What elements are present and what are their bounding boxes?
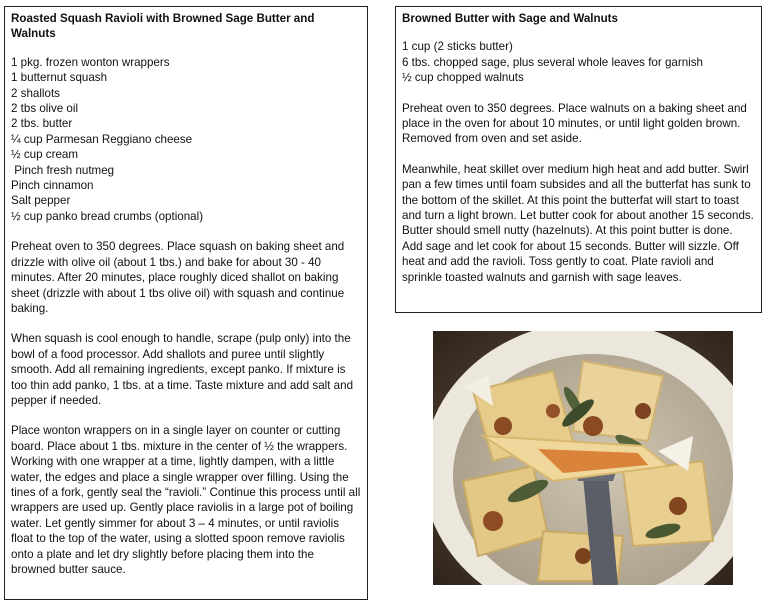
ingredient-item: 1 cup (2 sticks butter) [402,40,513,54]
ingredient-list [402,39,755,85]
ingredient-item: 6 tbs. chopped sage, plus several whole leaves for garnish [402,55,703,69]
walnut-piece [575,548,591,564]
dish-illustration [433,331,733,585]
ingredient-item: Salt pepper [11,194,71,208]
instruction-paragraph: When squash is cool enough to handle, scrape (pulp only) into the bowl of a food processor. Add shallots and puree until slightly smooth. Add all remaining ingredients, except panko. If mixture is too thin add panko, 1 tbs. at a time. Taste mixture and add salt and pepper if needed. [11,332,354,407]
walnut-piece [669,497,687,515]
walnut-piece [546,404,560,418]
instruction-paragraph: Preheat oven to 350 degrees. Place walnuts on a baking sheet and place in the oven for about 10 minutes, or until light golden brown. Removed from oven and set aside. [402,101,747,146]
ingredient-item: 1 butternut squash [11,71,108,85]
recipe-title: Browned Butter with Sage and Walnuts [402,12,618,25]
ingredient-item: 2 tbs. butter [11,117,73,131]
instruction-paragraph: Meanwhile, heat skillet over medium high heat and add butter. Swirl pan a few times until foam subsides and all the butterfat has sunk to the bottom of the skillet. At this point the butterfat will start to toast and turn a light brown. Let butter cook for about another 15 seconds. Butter should smell nutty (hazelnuts). At this point butter is done. Add sage and let cook for about 15 seconds. Butter will sizzle. Off heat and add the ravioli. Toss gently to coat. Plate ravioli and sprinkle toasted walnuts and garnish with sage leaves. [402,162,754,284]
ingredient-list [11,55,361,224]
ingredient-item: 2 shallots [11,86,60,100]
ingredient-item: 2 tbs olive oil [11,102,79,116]
walnut-piece [494,417,512,435]
instruction-paragraph: Place wonton wrappers on in a single layer on counter or cutting board. Place about 1 tbs. mixture in the center of ½ the wrappers. Working with one wrapper at a time, lightly dampen, with a little water, the edges and place a single wrapper over filling. Using the tines of a fork, gently seal the “ravioli.” Continue this process until all wrappers are used up. Gently place raviolis in a large pot of boiling water. Let gently simmer for about 3 – 4 minutes, or until raviolis float to the top of the water, using a slotted spoon remove raviolis onto a plate and let dry slightly before placing them into the browned butter sauce. [11,424,361,576]
ingredient-item: 1 pkg. frozen wonton wrappers [11,55,170,69]
ingredient-item: Pinch cinnamon [11,179,94,193]
ingredient-item: ½ cup chopped walnuts [402,71,524,85]
walnut-piece [635,403,651,419]
ingredient-item: ½ cup cream [11,148,79,162]
ravioli-recipe-card [4,6,368,600]
walnut-piece [483,511,503,531]
browned-butter-recipe-card [395,6,762,313]
ingredient-item: Pinch fresh nutmeg [11,163,115,177]
ravioli-dish-photo [433,331,733,585]
walnut-piece [583,416,603,436]
ingredient-item: ½ cup panko bread crumbs (optional) [11,209,204,223]
recipe-title: Roasted Squash Ravioli with Browned Sage Butter and Walnuts [11,12,315,41]
instruction-paragraph: Preheat oven to 350 degrees. Place squash on baking sheet and drizzle with olive oil (about 1 tbs.) and bake for about 30 - 40 minutes. After 20 minutes, place roughly diced shallot on baking sheet (drizzle with about 1 tbs olive oil) with squash and continue baking. [11,240,345,315]
ingredient-item: ¼ cup Parmesan Reggiano cheese [11,132,193,146]
